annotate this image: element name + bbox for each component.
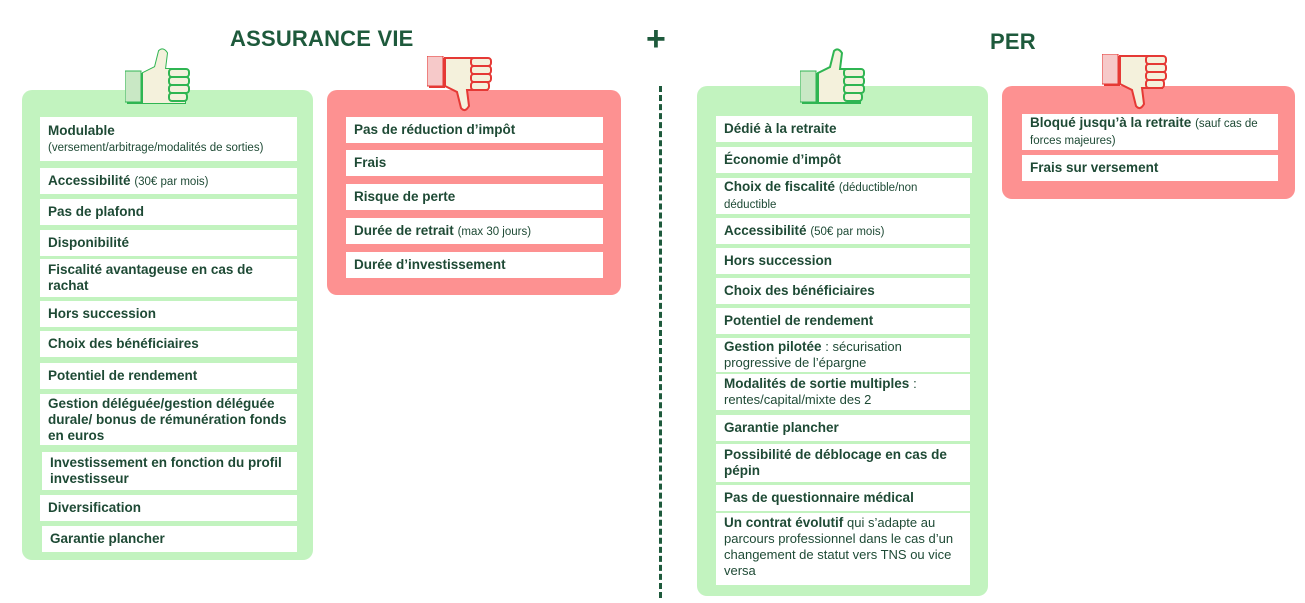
list-item: Gestion pilotée : sécurisation progressive de l’épargne xyxy=(716,338,970,372)
list-item: Disponibilité xyxy=(40,230,297,256)
list-item: Potentiel de rendement xyxy=(40,363,297,389)
list-item: Investissement en fonction du profil investisseur xyxy=(42,452,297,490)
list-item: Choix des bénéficiaires xyxy=(716,278,970,304)
list-item: Accessibilité (50€ par mois) xyxy=(716,218,970,244)
list-item: Durée d’investissement xyxy=(346,252,603,278)
list-item: Possibilité de déblocage en cas de pépin xyxy=(716,444,970,482)
list-item: Un contrat évolutif qui s’adapte au parcours professionnel dans le cas d’un changement de statut vers TNS ou vice versa xyxy=(716,513,970,585)
plus-sign: + xyxy=(646,20,666,58)
list-item: Risque de perte xyxy=(346,184,603,210)
list-item: Choix des bénéficiaires xyxy=(40,331,297,357)
thumbs-up-icon xyxy=(800,47,868,107)
list-item: Pas de plafond xyxy=(40,199,297,225)
per-title: PER xyxy=(990,29,1036,54)
dashed-divider xyxy=(659,86,662,598)
list-item: Choix de fiscalité (déductible/non déductible xyxy=(716,178,970,214)
list-item: Hors succession xyxy=(716,248,970,274)
list-item: Pas de questionnaire médical xyxy=(716,485,970,511)
list-item: Modulable (versement/arbitrage/modalités de sorties) xyxy=(40,117,297,161)
list-item: Hors succession xyxy=(40,301,297,327)
thumbs-down-icon xyxy=(1102,54,1170,112)
list-item: Garantie plancher xyxy=(42,526,297,552)
list-item: Diversification xyxy=(40,495,297,521)
list-item: Dédié à la retraite xyxy=(716,116,972,142)
list-item: Frais sur versement xyxy=(1022,155,1278,181)
list-item: Pas de réduction d’impôt xyxy=(346,117,603,143)
list-item: Économie d’impôt xyxy=(716,147,972,173)
thumbs-down-icon xyxy=(427,56,495,114)
thumbs-up-icon xyxy=(125,47,193,107)
list-item: Frais xyxy=(346,150,603,176)
list-item: Accessibilité (30€ par mois) xyxy=(40,168,297,194)
list-item: Gestion déléguée/gestion déléguée durale/ bonus de rémunération fonds en euros xyxy=(40,394,297,445)
list-item: Bloqué jusqu’à la retraite (sauf cas de forces majeures) xyxy=(1022,114,1278,150)
list-item: Potentiel de rendement xyxy=(716,308,970,334)
list-item: Fiscalité avantageuse en cas de rachat xyxy=(40,259,297,297)
list-item: Durée de retrait (max 30 jours) xyxy=(346,218,603,244)
assurance-vie-title: ASSURANCE VIE xyxy=(230,26,414,51)
list-item: Garantie plancher xyxy=(716,415,970,441)
list-item: Modalités de sortie multiples : rentes/capital/mixte des 2 xyxy=(716,374,970,410)
